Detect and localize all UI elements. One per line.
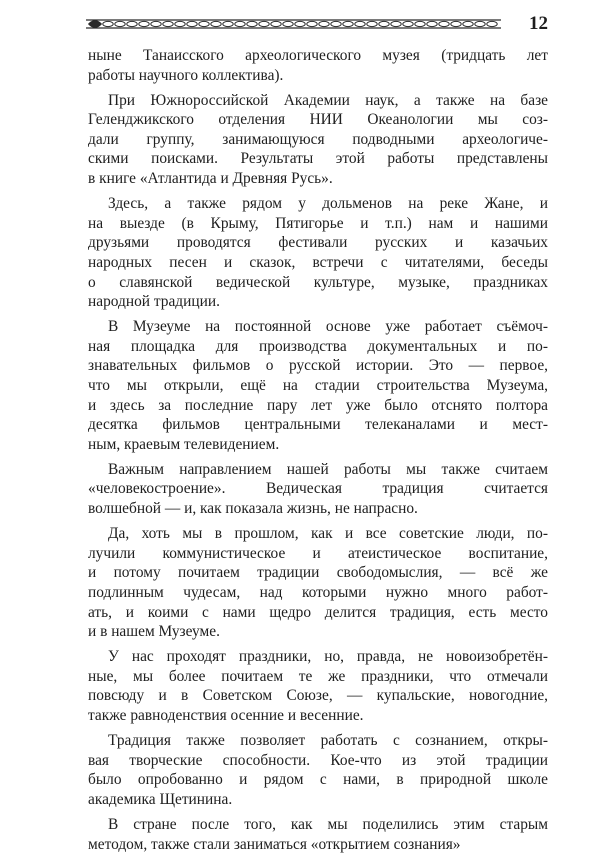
page-header	[86, 10, 548, 38]
paragraph	[88, 524, 548, 642]
text-line: о славянской ведической культуре, музыке, праздниках	[88, 273, 548, 291]
text-line: ать, и коими с нами щедро делится традиция, есть место	[88, 603, 548, 621]
paragraph	[88, 91, 548, 189]
text-line: вая творческие способности. Кое-что из этой традиции	[88, 751, 548, 769]
text-line: академика Щетинина.	[88, 790, 233, 808]
text-line: ная площадка для производства документальных и по-	[88, 337, 548, 355]
text-line: в книге «Атлантида и Древняя Русь».	[88, 170, 333, 188]
text-line: знавательных фильмов о русской истории. Это — первое,	[88, 357, 548, 375]
text-line: «человекостроение». Ведическая традиция считается	[88, 480, 548, 498]
text-line: скими поисками. Результаты этой работы представлены	[88, 150, 548, 168]
text-line: Да, хоть мы в прошлом, как и все советские люди, по-	[108, 525, 548, 543]
paragraph	[88, 731, 548, 809]
text-line: ным, краевым телевидением.	[88, 435, 280, 453]
text-line: народных песен и сказок, встречи с читателями, беседы	[88, 253, 548, 271]
text-line: и потому почитаем традиции свободомыслия, — всё же	[88, 564, 548, 582]
text-line: ные, мы более почитаем те же праздники, что отмечали	[88, 667, 548, 685]
paragraph	[88, 460, 548, 519]
paragraph	[88, 46, 548, 85]
text-line: У нас проходят праздники, но, правда, не новоизобретён-	[108, 648, 548, 666]
text-line: В стране после того, как мы поделились этим старым	[108, 815, 548, 833]
text-line: дали группу, занимающуюся подводными археологиче-	[88, 130, 548, 148]
page-number: 12	[529, 13, 548, 34]
paragraph	[88, 647, 548, 725]
text-line: и здесь за последние пару лет уже было отснято полтора	[88, 396, 548, 414]
decorative-border-icon	[86, 17, 501, 31]
paragraph	[88, 194, 548, 312]
text-line: десятка фильмов центральными телеканалами и мест-	[88, 416, 548, 434]
text-line: При Южнороссийской Академии наук, а также на базе	[108, 91, 548, 109]
text-line: Геленджикского отделения НИИ Океанологии мы соз-	[88, 111, 548, 129]
text-line: на выезде (в Крыму, Пятигорье и т.п.) нам и нашими	[88, 214, 548, 232]
text-line: подлинным чудесам, над которыми нужно много работ-	[88, 583, 548, 601]
text-line: лучили коммунистическое и атеистическое воспитание,	[88, 544, 548, 562]
text-line: и в нашем Музеуме.	[88, 623, 220, 641]
text-line: Здесь, а также рядом у дольменов на реке Жане, и	[108, 195, 548, 213]
text-line: методом, также стали заниматься «открытием сознания»	[88, 835, 461, 853]
text-line: работы научного коллектива).	[88, 66, 284, 84]
text-line: В Музеуме на постоянной основе уже работает съёмоч-	[108, 318, 548, 336]
text-line: повсюду и в Советском Союзе, — купальские, новогодние,	[88, 687, 548, 705]
text-line: ныне Танаисского археологического музея (тридцать лет	[88, 47, 548, 64]
text-line: друзьями проводятся фестивали русских и казачьих	[88, 234, 548, 252]
text-line: народной традиции.	[88, 293, 220, 311]
text-body	[88, 46, 548, 860]
text-line: волшебной — и, как показала жизнь, не напрасно.	[88, 500, 418, 518]
text-line: было опробованно и рядом с нами, в природной школе	[88, 771, 548, 789]
text-line: Важным направлением нашей работы мы также считаем	[108, 460, 548, 478]
text-line: также равноденствия осенние и весенние.	[88, 707, 364, 724]
text-line: что мы открыли, ещё на стадии строительства Музеума,	[88, 377, 548, 394]
paragraph	[88, 815, 548, 854]
text-line: Традиция также позволяет работать с сознанием, откры-	[108, 732, 548, 750]
paragraph	[88, 317, 548, 454]
